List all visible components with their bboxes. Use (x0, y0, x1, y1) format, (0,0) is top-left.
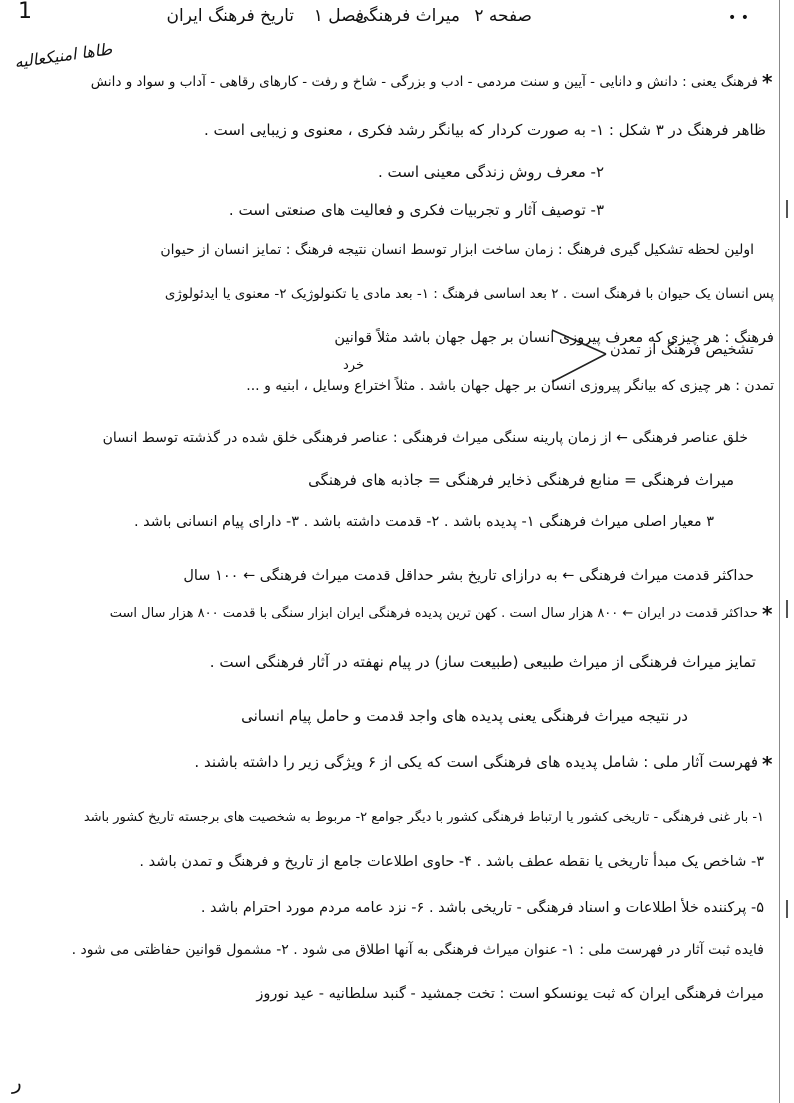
margin-tick (786, 900, 788, 918)
note-line: حداکثر قدمت میراث فرهنگی ← به درازای تاریخ بشر حداقل قدمت میراث فرهنگی ← ۱۰۰ سال (183, 568, 754, 584)
note-line: میراث فرهنگی ایران که ثبت یونسکو است : تخت جمشید - گنبد سلطانیه - عید نوروز (256, 986, 764, 1002)
note-line: فرهنگ یعنی : دانش و دانایی - آیین و سنت مردمی - ادب و بزرگی - شاخ و رفت - کارهای رقاهی - آداب و سواد و دانش (90, 74, 758, 90)
note-line: تمدن : هر چیزی که بیانگر پیروزی انسان بر جهل جهان باشد . مثلاً اختراع وسایل ، ابنیه و ... (246, 378, 774, 394)
bottom-mark: ر (12, 1070, 22, 1094)
note-line: تشخیص فرهنگ از تمدن (610, 342, 754, 358)
header-chapter: فصل ۱ (313, 6, 364, 26)
asterisk-mark: * (762, 752, 773, 776)
note-line: ۱- بار غنی فرهنگی - تاریخی کشور یا ارتباط فرهنگی کشور با دیگر جوامع ۲- مربوط به شخصیت های برجسته تاریخ کشور باشد (83, 810, 764, 825)
note-line: اولین لحظه تشکیل گیری فرهنگ : زمان ساخت ابزار توسط انسان نتیجه فرهنگ : تمایز انسان از حیوان (160, 242, 754, 258)
top-dots: • • (728, 10, 749, 26)
note-line: خرد (343, 358, 364, 373)
note-line: ۳- شاخص یک مبدأ تاریخی یا نقطه عطف باشد . ۴- حاوی اطلاعات جامع از تاریخ و فرهنگ و تمدن باشد . (139, 854, 764, 870)
asterisk-mark: * (762, 70, 773, 94)
note-line: ۲- معرف روش زندگی معینی است . (378, 163, 604, 181)
header-title: تاریخ فرهنگ ایران (166, 6, 294, 26)
note-line: فایده ثبت آثار در فهرست ملی : ۱- عنوان میراث فرهنگی به آنها اطلاق می شود . ۲- مشمول قوانین حفاظتی می شود . (71, 942, 764, 958)
note-line: ظاهر فرهنگ در ۳ شکل : ۱- به صورت کردار که بیانگر رشد فکری ، معنوی و زیبایی است . (203, 121, 766, 139)
note-line: میراث فرهنگی = منابع فرهنگی ذخایر فرهنگی = جاذبه های فرهنگی (308, 471, 734, 489)
note-line: ۳ معیار اصلی میراث فرهنگی ۱- پدیده باشد . ۲- قدمت داشته باشد . ۳- دارای پیام انسانی باشد . (133, 514, 714, 530)
page-right-edge (779, 0, 794, 1103)
note-line: خلق عناصر فرهنگی ← از زمان پارینه سنگی میراث فرهنگی : عناصر فرهنگی خلق شده در گذشته توسط انسان (102, 430, 748, 446)
margin-tick (786, 200, 788, 218)
margin-tick (786, 600, 788, 618)
asterisk-mark: * (762, 602, 773, 626)
header-topic: میراث فرهنگی (355, 6, 460, 26)
signature-scribble: طاها امنیکعالیه (13, 39, 114, 72)
note-line: فهرست آثار ملی : شامل پدیده های فرهنگی است که یکی از ۶ ویژگی زیر را داشته باشند . (194, 753, 758, 771)
note-line: ۵- پرکننده خلأ اطلاعات و اسناد فرهنگی - تاریخی باشد . ۶- نزد عامه مردم مورد احترام باشد . (200, 900, 764, 916)
header-page-ref: صفحه ۲ (474, 6, 532, 26)
note-line: حداکثر قدمت در ایران ← ۸۰۰ هزار سال است . کهن ترین پدیده فرهنگی ایران ابزار سنگی با قدمت ۸۰۰ هزار سال است (109, 606, 758, 621)
note-line: تمایز میراث فرهنگی از میراث طبیعی (طبیعت ساز) در پیام نهفته در آثار فرهنگی است . (209, 653, 756, 671)
note-line: ۳- توصیف آثار و تجربیات فکری و فعالیت های صنعتی است . (228, 201, 604, 219)
note-line: فرهنگ : هر چیزی که معرف پیروزی انسان بر جهل جهان باشد مثلاً قوانین (334, 330, 774, 346)
note-line: پس انسان یک حیوان با فرهنگ است . ۲ بعد اساسی فرهنگ : ۱- بعد مادی یا تکنولوژیک ۲- معنوی یا ایدئولوژی (164, 286, 774, 302)
note-line: در نتیجه میراث فرهنگی یعنی پدیده های واجد قدمت و حامل پیام انسانی (241, 707, 688, 725)
page-number: 1 (18, 0, 32, 24)
